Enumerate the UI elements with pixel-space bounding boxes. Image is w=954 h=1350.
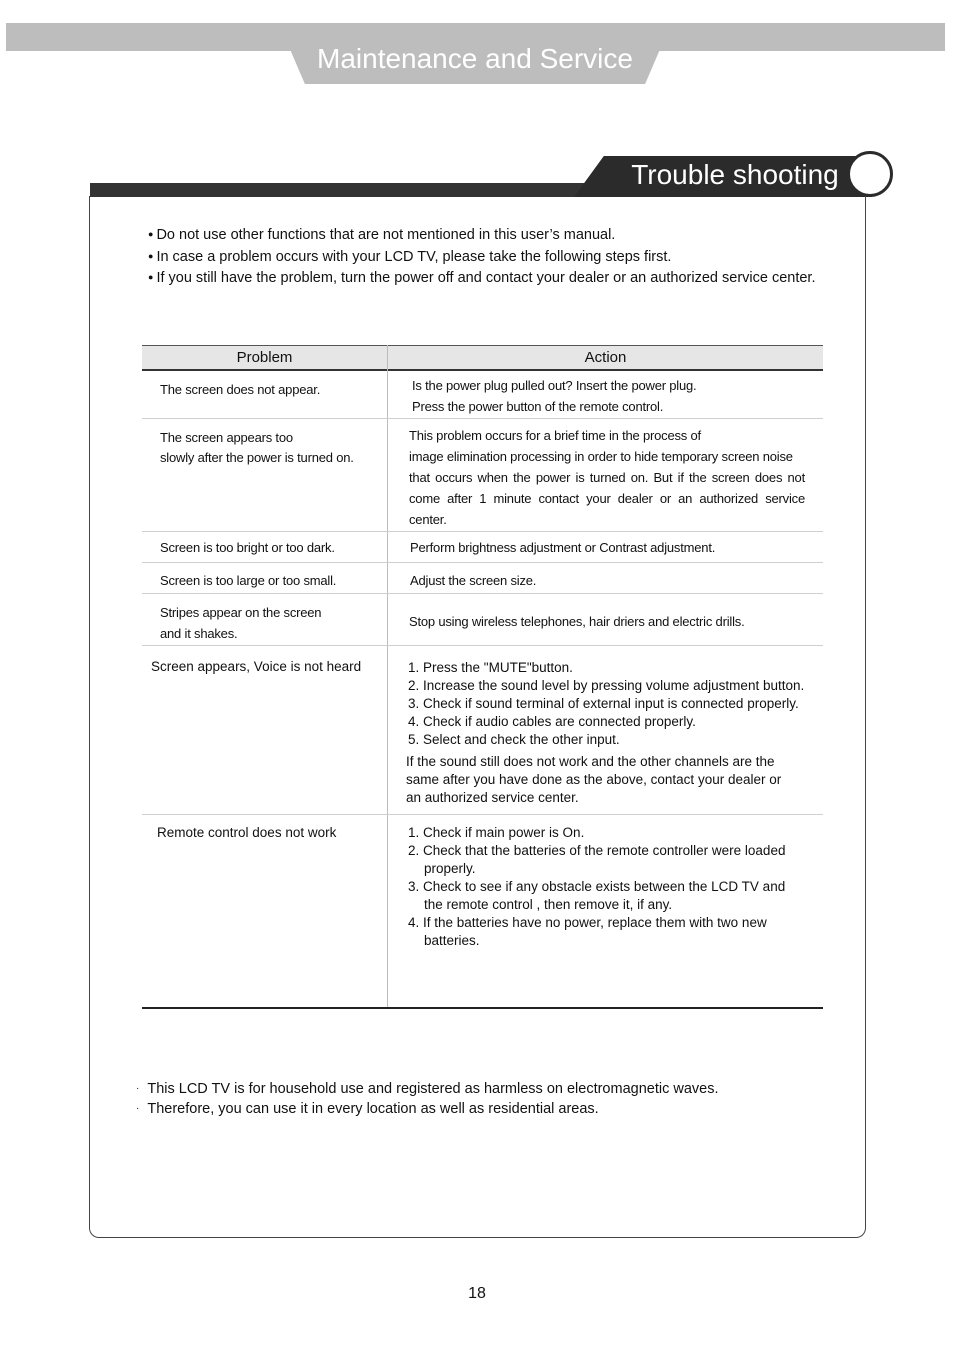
intro-item: ● Do not use other functions that are not mentioned in this user’s manual.	[148, 227, 616, 243]
column-divider	[387, 345, 388, 1008]
column-header-problem: Problem	[236, 349, 293, 366]
bullet-icon: ●	[148, 229, 154, 239]
outro-item: · Therefore, you can use it in every location as well as residential areas.	[136, 1101, 599, 1117]
action-step: 3. Check if sound terminal of external input is connected properly.	[408, 696, 799, 711]
outro-item: · This LCD TV is for household use and registered as harmless on electromagnetic waves.	[136, 1081, 719, 1097]
action-cell: Is the power plug pulled out? Insert the power plug. Press the power button of the remote control.	[412, 378, 697, 414]
row-divider	[142, 814, 823, 815]
section-bar	[90, 183, 650, 197]
problem-cell: Screen is too bright or too dark.	[160, 540, 335, 555]
action-step: 2. Increase the sound level by pressing volume adjustment button.	[408, 678, 805, 693]
problem-cell: Screen is too large or too small.	[160, 573, 337, 588]
action-step-cont: batteries.	[424, 933, 480, 948]
section-circle-icon	[847, 151, 893, 197]
row-divider	[142, 593, 823, 594]
action-step: 1. Check if main power is On.	[408, 825, 585, 840]
intro-list	[148, 224, 816, 289]
column-header-action: Action	[584, 349, 627, 366]
action-step: 4. Check if audio cables are connected properly.	[408, 714, 696, 729]
action-cell: Adjust the screen size.	[410, 573, 537, 588]
intro-item: ● In case a problem occurs with your LCD TV, please take the following steps first.	[148, 248, 672, 265]
action-step: 4. If the batteries have no power, replace them with two new	[408, 915, 767, 930]
problem-cell: Stripes appear on the screen and it shakes.	[160, 605, 322, 641]
problem-cell: Screen appears, Voice is not heard	[151, 659, 362, 674]
action-cell: This problem occurs for a brief time in the process of image elimination processing in order to hide temporary screen noise that occurs when the power is turned on. But if the screen does not come after 1 minute contact your dealer or an authorized service center.	[409, 428, 805, 527]
dot-icon: ·	[136, 1083, 140, 1094]
action-step-cont: properly.	[424, 861, 476, 876]
problem-cell: The screen appears too slowly after the power is turned on.	[160, 430, 354, 465]
intro-item: ● If you still have the problem, turn the power off and contact your dealer or an authorized service center.	[148, 270, 816, 286]
bullet-icon: ●	[148, 272, 154, 282]
action-step-cont: the remote control , then remove it, if any.	[424, 897, 673, 912]
row-divider	[142, 418, 823, 419]
problem-cell: Remote control does not work	[157, 825, 337, 840]
section-title: Trouble shooting	[631, 159, 839, 190]
bullet-icon: ●	[148, 250, 154, 261]
problem-cell: The screen does not appear.	[160, 382, 321, 397]
action-cell	[408, 824, 785, 950]
action-step: 5. Select and check the other input.	[408, 732, 620, 747]
row-divider	[142, 562, 823, 563]
action-note: If the sound still does not work and the other channels are the same after you have done as the above, contact your dealer or an authorized service center.	[406, 754, 782, 805]
page-number: 18	[468, 1285, 486, 1302]
page-title: Maintenance and Service	[317, 43, 633, 74]
outro-list	[136, 1079, 719, 1119]
table-bottom-border	[142, 1007, 823, 1009]
dot-icon: ·	[136, 1103, 140, 1114]
action-step: 2. Check that the batteries of the remote controller were loaded	[408, 843, 786, 858]
action-cell: Perform brightness adjustment or Contrast adjustment.	[410, 540, 716, 555]
row-divider	[142, 645, 823, 646]
action-cell	[408, 659, 804, 749]
action-step: 1. Press the "MUTE"button.	[408, 660, 573, 675]
action-step: 3. Check to see if any obstacle exists between the LCD TV and	[408, 879, 786, 894]
action-cell: Stop using wireless telephones, hair driers and electric drills.	[409, 614, 745, 629]
row-divider	[142, 531, 823, 532]
